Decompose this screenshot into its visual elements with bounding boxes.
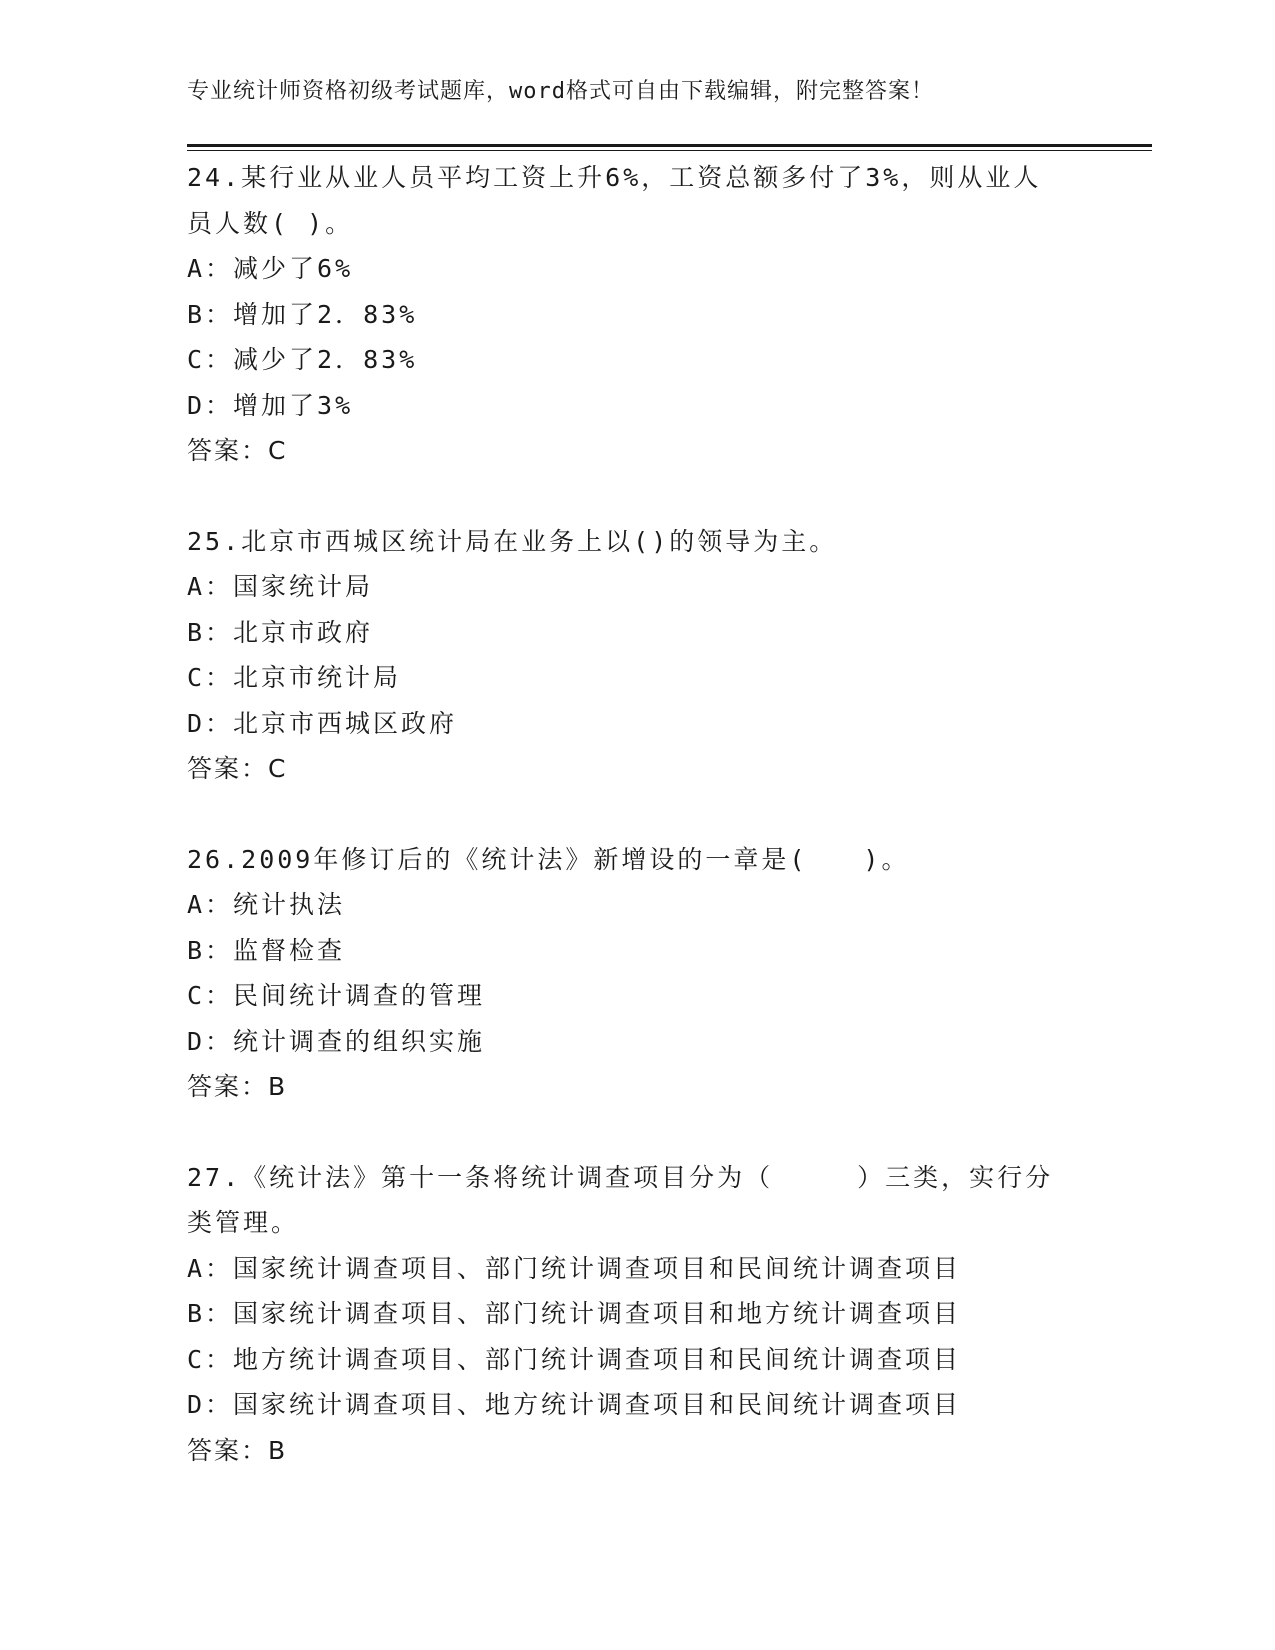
question-stem: 25.北京市西城区统计局在业务上以()的领导为主。 <box>187 526 838 556</box>
option-c: C：北京市统计局 <box>187 663 402 692</box>
header-divider-thin <box>187 150 1152 151</box>
option-d: D：国家统计调查项目、地方统计调查项目和民间统计调查项目 <box>187 1390 962 1419</box>
option-a: A：统计执法 <box>187 890 346 919</box>
option-b: B：北京市政府 <box>187 617 374 647</box>
option-a: A：国家统计调查项目、部门统计调查项目和民间统计调查项目 <box>187 1253 962 1283</box>
question-24 <box>187 155 1087 474</box>
option-b: B：国家统计调查项目、部门统计调查项目和地方统计调查项目 <box>187 1299 962 1328</box>
question-stem: 26.2009年修订后的《统计法》新增设的一章是( )。 <box>187 844 910 874</box>
question-27 <box>187 1155 1087 1474</box>
option-d: D：增加了3% <box>187 390 354 420</box>
answer-label: 答案：C <box>187 754 288 783</box>
option-b: B：监督检查 <box>187 935 346 965</box>
question-list <box>187 155 1087 1518</box>
header-divider-thick <box>187 144 1152 147</box>
page-header: 专业统计师资格初级考试题库，word格式可自由下载编辑，附完整答案！ <box>187 79 934 104</box>
option-c: C：地方统计调查项目、部门统计调查项目和民间统计调查项目 <box>187 1344 962 1374</box>
question-25 <box>187 519 1087 792</box>
answer-label: 答案：B <box>187 1435 288 1465</box>
answer-label: 答案：B <box>187 1072 288 1101</box>
option-c: C：减少了2．83% <box>187 345 418 374</box>
question-stem: 27.《统计法》第十一条将统计调查项目分为（ ）三类，实行分类管理。 <box>187 1162 1054 1237</box>
question-26 <box>187 837 1087 1110</box>
option-c: C：民间统计调查的管理 <box>187 981 486 1010</box>
option-b: B：增加了2．83% <box>187 299 418 329</box>
question-stem: 24.某行业从业人员平均工资上升6%，工资总额多付了3%，则从业人员人数( )。 <box>187 163 1042 238</box>
option-d: D：统计调查的组织实施 <box>187 1026 486 1056</box>
option-d: D：北京市西城区政府 <box>187 708 458 738</box>
option-a: A：国家统计局 <box>187 572 374 601</box>
answer-label: 答案：C <box>187 436 288 465</box>
option-a: A：减少了6% <box>187 254 354 283</box>
